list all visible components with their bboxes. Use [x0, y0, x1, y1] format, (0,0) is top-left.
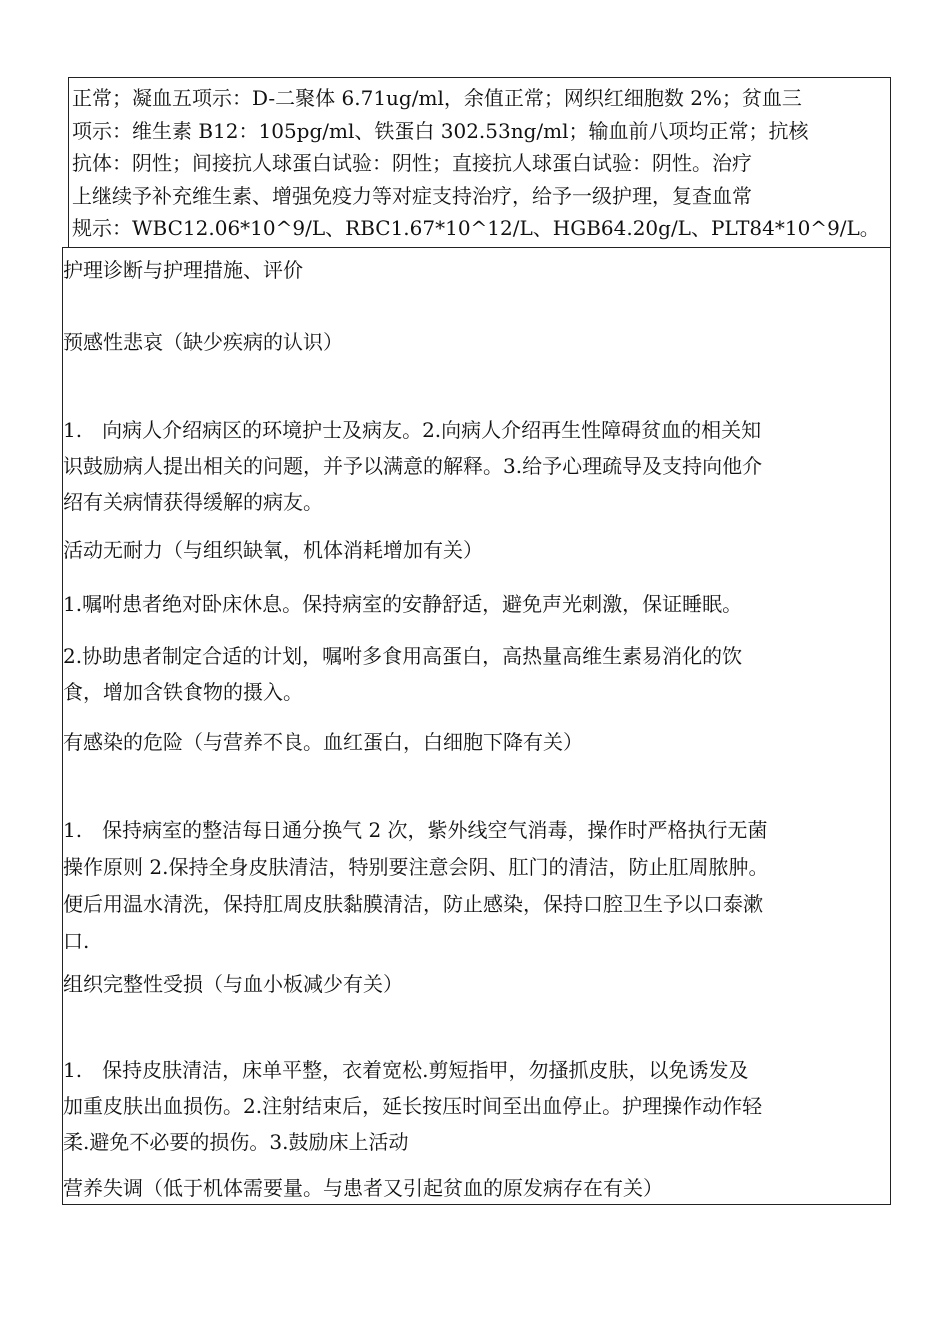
nursing-diagnosis: 活动无耐力（与组织缺氧，机体消耗增加有关）: [63, 538, 483, 562]
section-heading: 护理诊断与护理措施、评价: [63, 258, 303, 282]
nursing-measures: 2.协助患者制定合适的计划，嘱咐多食用高蛋白，高热量高维生素易消化的饮 食，增加含铁食物的摄入。: [63, 644, 743, 704]
nursing-diagnosis: 有感染的危险（与营养不良。血红蛋白，白细胞下降有关）: [63, 730, 583, 754]
lab-results-box: [68, 77, 891, 248]
nursing-measures: 1. 保持皮肤清洁，床单平整，衣着宽松.剪短指甲，勿搔抓皮肤，以免诱发及 加重皮肤出血损伤。2.注射结束后，延长按压时间至出血停止。护理操作动作轻 柔.避免不必要的损伤。3.鼓励床上活动: [63, 1058, 763, 1154]
lab-results-line: 抗体：阴性；间接抗人球蛋白试验：阴性；直接抗人球蛋白试验：阴性。治疗: [72, 151, 752, 175]
lab-results-line: 上继续予补充维生素、增强免疫力等对症支持治疗，给予一级护理，复查血常: [72, 183, 752, 208]
lab-results-line: 项示：维生素 B12：105pg/ml、铁蛋白 302.53ng/ml；输血前八项均正常；抗核: [72, 118, 809, 143]
nursing-diagnosis: 营养失调（低于机体需要量。与患者又引起贫血的原发病存在有关）: [63, 1176, 663, 1200]
nursing-measures: 1. 向病人介绍病区的环境护士及病友。2.向病人介绍再生性障碍贫血的相关知 识鼓励病人提出相关的问题，并予以满意的解释。3.给予心理疏导及支持向他介 绍有关病情获得缓解的病友。: [63, 418, 763, 514]
nursing-diagnosis: 组织完整性受损（与血小板减少有关）: [63, 972, 403, 996]
lab-results-line: 正常；凝血五项示：D-二聚体 6.71ug/ml，余值正常；网织红细胞数 2%；贫血三: [72, 86, 802, 110]
nursing-measures: 1.嘱咐患者绝对卧床休息。保持病室的安静舒适，避免声光刺激，保证睡眠。: [63, 592, 743, 616]
nursing-diagnosis: 预感性悲哀（缺少疾病的认识）: [63, 330, 343, 354]
nursing-plan-box: [62, 247, 891, 1205]
lab-results-line: 规示：WBC12.06*10^9/L、RBC1.67*10^12/L、HGB64.20g/L、PLT84*10^9/L。: [72, 216, 880, 240]
nursing-measures: 1. 保持病室的整洁每日通分换气 2 次，紫外线空气消毒，操作时严格执行无菌 操作原则 2.保持全身皮肤清洁，特别要注意会阴、肛门的清洁，防止肛周脓肿。 便后用温水清洗，保持肛周皮肤黏膜清洁，防止感染，保持口腔卫生予以口泰漱 口.: [63, 818, 769, 953]
